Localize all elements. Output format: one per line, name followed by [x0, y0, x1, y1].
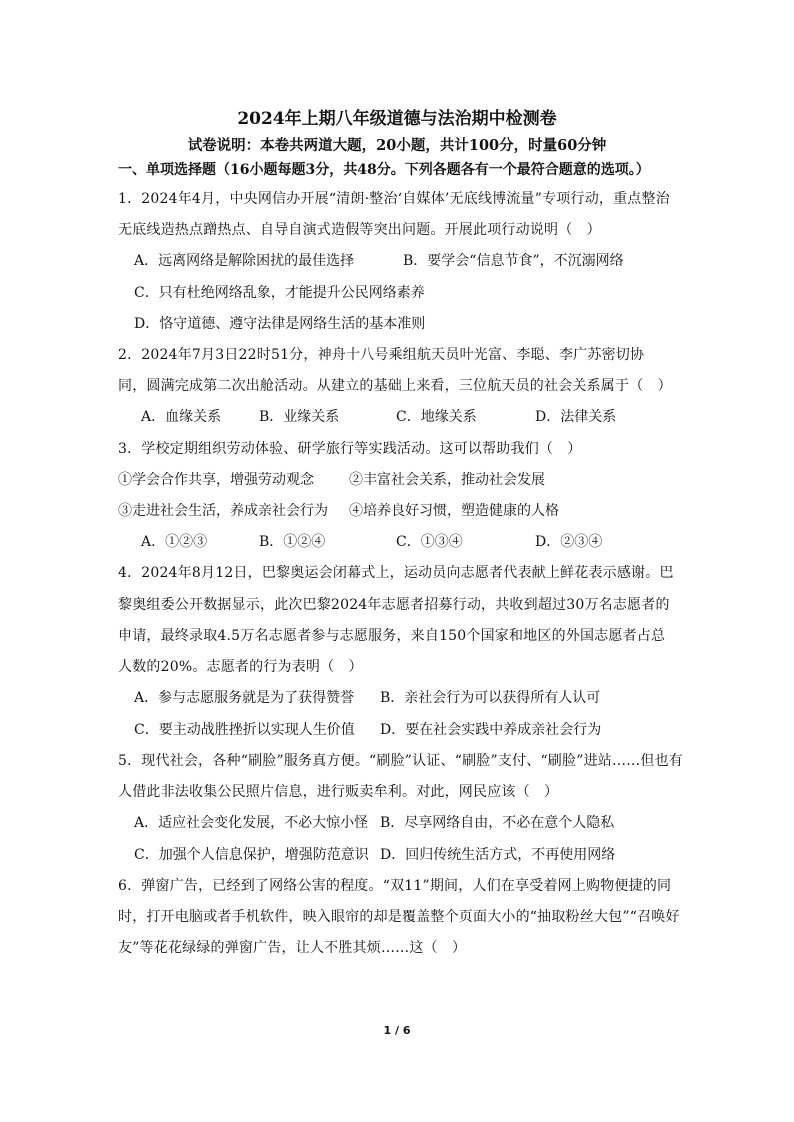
question-5-option-d: D．回归传统生活方式，不再使用网络 [380, 847, 616, 863]
exam-title: 2024年上期八年级道德与法治期中检测卷 [237, 109, 557, 129]
question-3-option-c: C．①③④ [396, 534, 463, 550]
section-heading: 一、单项选择题（16小题每题3分，共48分。下列各题各有一个最符合题意的选项。） [118, 162, 650, 178]
question-4-line-4: 人数的20%。志愿者的行为表明（ ） [118, 659, 363, 675]
question-3-statement-1: ①学会合作共享，增强劳动观念 [118, 472, 314, 488]
question-2-option-b: B．业缘关系 [259, 409, 340, 425]
question-5-option-b: B．尽享网络自由，不必在意个人隐私 [380, 815, 615, 831]
exam-instructions: 试卷说明：本卷共两道大题，20小题，共计100分，时量60分钟 [187, 137, 607, 154]
question-3-statement-4: ④培养良好习惯，塑造健康的人格 [349, 503, 559, 519]
question-4-option-d: D．要在社会实践中养成亲社会行为 [380, 722, 602, 738]
question-5-line-1: 5．现代社会，各种“刷脸”服务真方便。“刷脸”认证、“刷脸”支付、“刷脸”进站……但也有 [118, 753, 683, 769]
question-1-line-1: 1．2024年4月，中央网信办开展“清朗·整治‘自媒体’无底线博流量”专项行动，重点整治 [118, 191, 670, 207]
question-2-line-1: 2．2024年7月3日22时51分，神舟十八号乘组航天员叶光富、李聪、李广苏密切协 [118, 347, 645, 363]
question-2-option-c: C．地缘关系 [396, 409, 477, 425]
question-1-line-2: 无底线造热点蹭热点、自导自演式造假等突出问题。开展此项行动说明（ ） [118, 222, 601, 238]
question-6-line-1: 6．弹窗广告，已经到了网络公害的程度。“双11”期间，人们在享受着网上购物便捷的同 [118, 878, 672, 894]
question-5-line-2: 人借此非法收集公民照片信息，进行贩卖牟利。对此，网民应该（ ） [118, 784, 559, 800]
question-4-line-3: 申请，最终录取4.5万名志愿者参与志愿服务，来自150个国家和地区的外国志愿者占总 [118, 628, 666, 644]
question-4-line-1: 4．2024年8月12日，巴黎奥运会闭幕式上，运动员向志愿者代表献上鲜花表示感谢。巴 [118, 565, 674, 581]
question-3-option-a: A．①②③ [141, 534, 208, 550]
question-1-option-b: B．要学会“信息节食”，不沉溺网络 [403, 253, 624, 269]
page-number: 1 / 6 [383, 1024, 411, 1037]
question-6-line-3: 友”等花花绿绿的弹窗广告，让人不胜其烦……这（ ） [118, 940, 467, 956]
question-4-option-a: A．参与志愿服务就是为了获得赞誉 [134, 690, 355, 706]
question-4-line-2: 黎奥组委公开数据显示，此次巴黎2024年志愿者招募行动，共收到超过30万名志愿者的 [118, 597, 670, 613]
question-5-option-c: C．加强个人信息保护，增强防范意识 [134, 847, 369, 863]
question-1-option-d: D．恪守道德、遵守法律是网络生活的基本准则 [134, 316, 426, 332]
question-3-statement-2: ②丰富社会关系，推动社会发展 [349, 472, 545, 488]
question-1-option-a: A．远离网络是解除困扰的最佳选择 [134, 253, 355, 269]
question-2-option-d: D．法律关系 [535, 409, 617, 425]
question-4-option-b: B．亲社会行为可以获得所有人认可 [380, 690, 601, 706]
question-3-option-d: D．②③④ [535, 534, 603, 550]
question-2-line-2: 同，圆满完成第二次出舱活动。从建立的基础上来看，三位航天员的社会关系属于（ ） [118, 378, 672, 394]
question-4-option-c: C．要主动战胜挫折以实现人生价值 [134, 722, 355, 738]
question-1-option-c: C．只有杜绝网络乱象，才能提升公民网络素养 [134, 285, 425, 301]
question-2-option-a: A．血缘关系 [141, 409, 222, 425]
question-6-line-2: 时，打开电脑或者手机软件，映入眼帘的却是覆盖整个页面大小的“抽取粉丝大包”“召唤好 [118, 909, 680, 925]
question-3-statement-3: ③走进社会生活，养成亲社会行为 [118, 503, 328, 519]
question-3-option-b: B．①②④ [259, 534, 326, 550]
question-3-line-1: 3．学校定期组织劳动体验、研学旅行等实践活动。这可以帮助我们（ ） [118, 441, 582, 457]
question-5-option-a: A．适应社会变化发展，不必大惊小怪 [134, 815, 369, 831]
